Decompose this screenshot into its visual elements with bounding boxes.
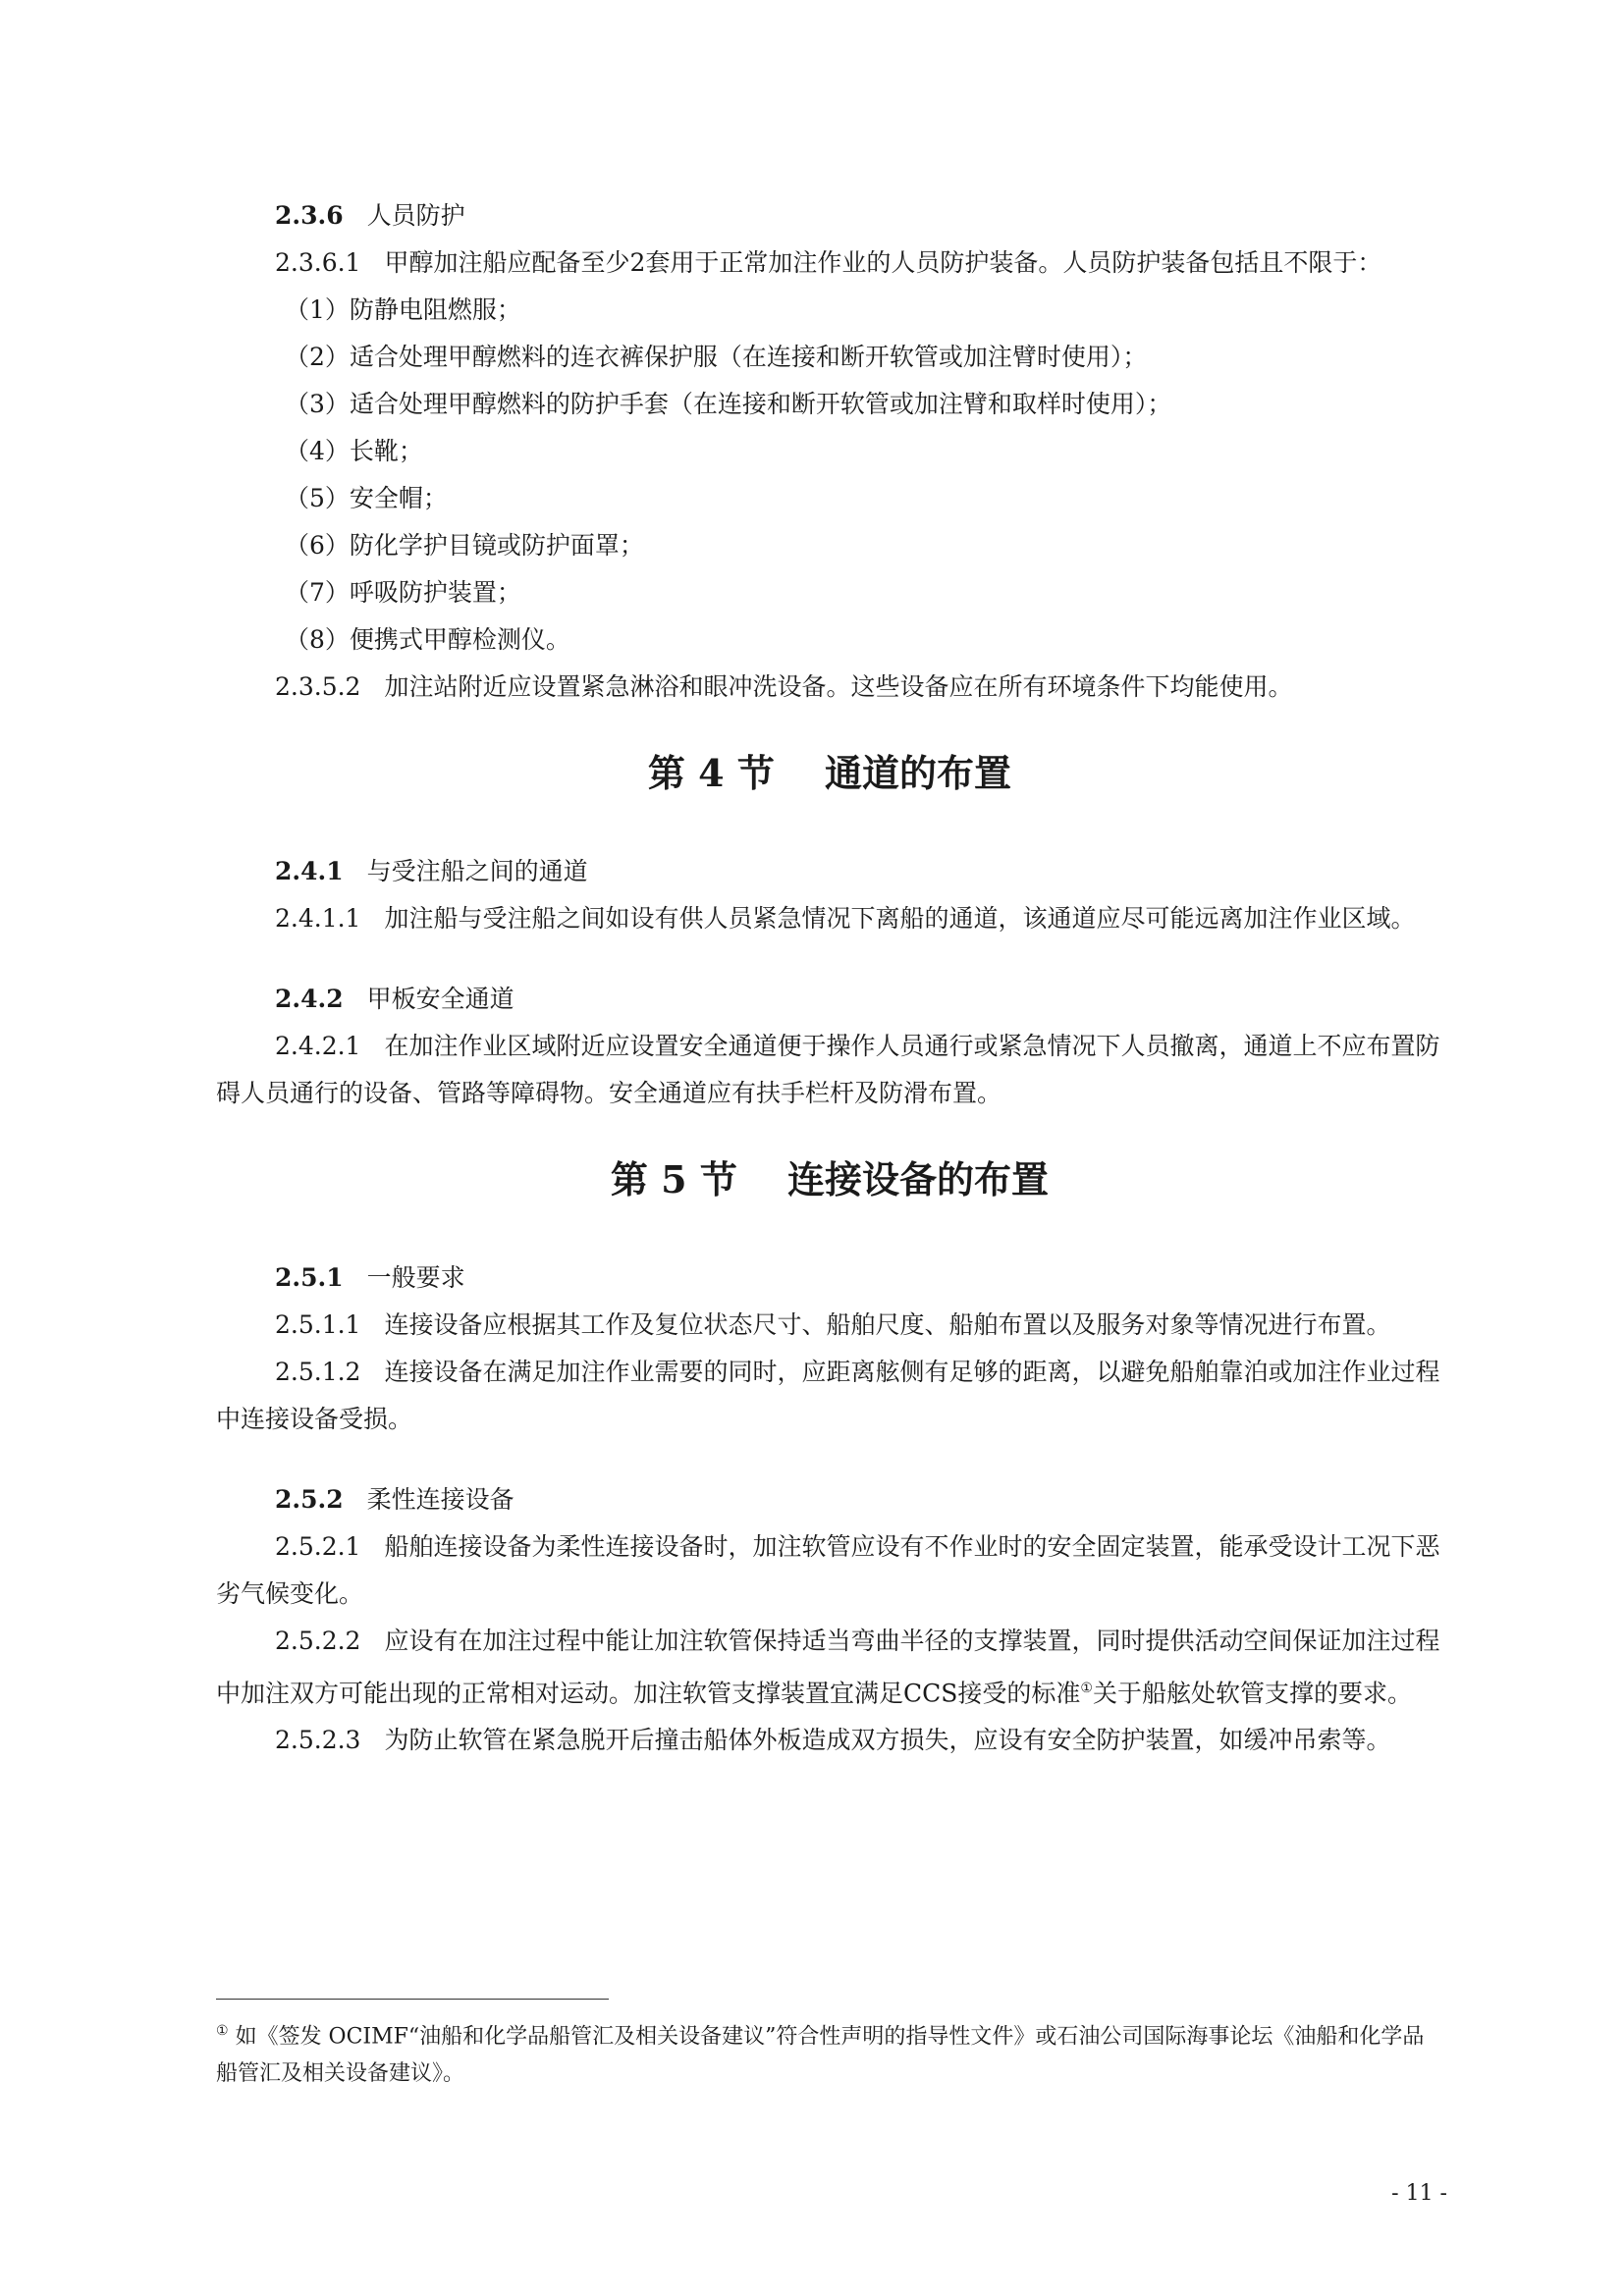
paragraph-2-5-1-2: 2.5.1.2 连接设备在满足加注作业需要的同时，应距离舷侧有足够的距离，以避免船舶靠泊或加注作业过程中连接设备受损。 [216, 1358, 1440, 1433]
heading-2-4-1: 2.4.1 与受注船之间的通道 [275, 857, 588, 885]
heading-2-3-6: 2.3.6 人员防护 [275, 201, 465, 230]
paragraph-2-4-1-1: 2.4.1.1 加注船与受注船之间如设有供人员紧急情况下离船的通道，该通道应尽可能远离加注作业区域。 [275, 904, 1416, 933]
heading-2-4-2: 2.4.2 甲板安全通道 [275, 985, 514, 1013]
list-item: （6）防化学护目镜或防护面罩； [285, 531, 644, 560]
footnote-mark: ① [216, 2023, 229, 2039]
section-5-title: 第 5 节 连接设备的布置 [610, 1157, 1050, 1201]
section-4-title: 第 4 节 通道的布置 [647, 751, 1012, 795]
paragraph-2-4-2-1: 2.4.2.1 在加注作业区域附近应设置安全通道便于操作人员通行或紧急情况下人员撤离，通道上不应布置防碍人员通行的设备、管路等障碍物。安全通道应有扶手栏杆及防滑布置。 [216, 1032, 1440, 1107]
paragraph-2-5-2-3: 2.5.2.3 为防止软管在紧急脱开后撞击船体外板造成双方损失，应设有安全防护装置，如缓冲吊索等。 [275, 1726, 1391, 1755]
paragraph-2-3-6-1: 2.3.6.1 甲醇加注船应配备至少2套用于正常加注作业的人员防护装备。人员防护装备包括且不限于： [275, 248, 1382, 277]
list-item: （5）安全帽； [285, 484, 448, 512]
paragraph-2-5-2-1: 2.5.2.1 船舶连接设备为柔性连接设备时，加注软管应设有不作业时的安全固定装置，能承受设计工况下恶劣气候变化。 [216, 1532, 1440, 1608]
paragraph-2-5-1-1: 2.5.1.1 连接设备应根据其工作及复位状态尺寸、船舶尺度、船舶布置以及服务对象等情况进行布置。 [275, 1310, 1391, 1339]
footnote: ① 如《签发 OCIMF“油船和化学品船管汇及相关设备建议”符合性声明的指导性文件》或石油公司国际海事论坛《油船和化学品船管汇及相关设备建议》。 [216, 2023, 1425, 2087]
heading-2-5-2: 2.5.2 柔性连接设备 [275, 1485, 514, 1514]
equipment-list [216, 287, 1443, 664]
list-item: （7）呼吸防护装置； [285, 578, 521, 607]
footnote-reference[interactable]: ① [1080, 1681, 1093, 1696]
list-item: （4）长靴； [285, 437, 423, 465]
list-item: （2）适合处理甲醇燃料的连衣裤保护服（在连接和断开软管或加注臂时使用）； [285, 343, 1148, 371]
page-number: - 11 - [1391, 2181, 1447, 2206]
footnote-divider [216, 1999, 609, 2000]
list-item: （3）适合处理甲醇燃料的防护手套（在连接和断开软管或加注臂和取样时使用）； [285, 390, 1172, 418]
paragraph-2-3-5-2: 2.3.5.2 加注站附近应设置紧急淋浴和眼冲洗设备。这些设备应在所有环境条件下均能使用。 [275, 672, 1293, 701]
heading-2-5-1: 2.5.1 一般要求 [275, 1263, 465, 1292]
page-content [216, 192, 1443, 1764]
paragraph-2-5-2-2: 2.5.2.2 应设有在加注过程中能让加注软管保持适当弯曲半径的支撑装置，同时提供活动空间保证加注过程中加注双方可能出现的正常相对运动。加注软管支撑装置宜满足CCS接受的标准①关于船舷处软管支撑的要求。 [216, 1627, 1440, 1708]
list-item: （1）防静电阻燃服； [285, 295, 521, 324]
list-item: （8）便携式甲醇检测仪。 [285, 625, 570, 654]
